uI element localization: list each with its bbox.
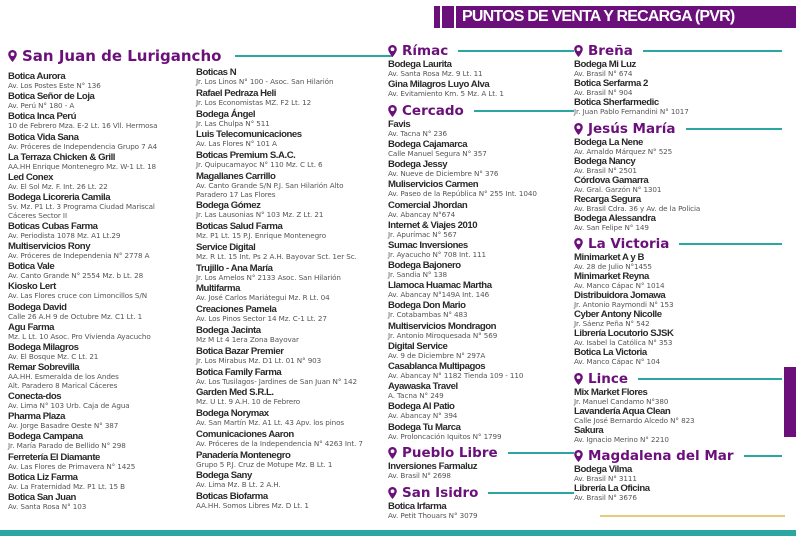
- teal-rule: [488, 492, 574, 494]
- store-entry: [8, 392, 188, 411]
- store-entry: [388, 201, 568, 220]
- store-name: Botica Bazar Premier: [196, 345, 284, 357]
- store-address: Av. Manco Cápac N° 1014: [574, 281, 665, 291]
- store-name: Sumac Inversiones: [388, 239, 468, 251]
- store-address: AA.HH. Esmeralda de los Andes: [8, 372, 119, 382]
- store-entry: [388, 140, 568, 159]
- store-name: Bodega Campana: [8, 431, 83, 443]
- store-name: Led Conex: [8, 171, 53, 183]
- store-name: Magallanes Carrillo: [196, 170, 276, 182]
- store-address: Av. Próceres de Independencia Grupo 7 A4: [8, 141, 158, 151]
- store-name: Multiservicios Rony: [8, 241, 91, 253]
- store-address: Av. Próceres de Independenia N° 2778 A: [8, 251, 150, 261]
- store-address: Av. 9 de Diciembre N° 297A: [388, 350, 486, 360]
- store-name: Remar Sobrevilla: [8, 362, 80, 374]
- store-entry: [574, 426, 774, 445]
- store-name: La Terraza Chicken & Grill: [8, 151, 116, 163]
- store-entry: [8, 92, 188, 111]
- store-address: Av. Abancay N°149A Int. 146: [388, 290, 490, 300]
- map-pin-icon: [574, 373, 583, 385]
- store-name: Digital Service: [388, 340, 448, 352]
- store-name: Bodega Mi Luz: [574, 59, 636, 70]
- store-entry: [196, 172, 381, 199]
- district-name: Magdalena del Mar: [588, 448, 734, 465]
- store-entry: [388, 342, 568, 361]
- store-entry: [388, 241, 568, 260]
- store-name: Botica Irfarma: [388, 500, 447, 512]
- store-entry: [8, 473, 188, 492]
- store-address: 10 de Febrero Mza. E-2 Lt. 16 Vll. Hermosa: [8, 121, 158, 131]
- store-address: Paradero 17 Las Flores: [196, 189, 276, 199]
- store-address: Av. Los Postes Este N° 136: [8, 81, 101, 90]
- store-name: Librería La Oficina: [574, 483, 650, 495]
- store-name: Comercial Jhordan: [388, 199, 468, 211]
- column-san-juan-2: [196, 68, 381, 511]
- store-entry: [388, 60, 568, 79]
- store-name: Bodega Milagros: [8, 342, 79, 354]
- store-entry: [8, 343, 188, 362]
- store-entry: [196, 130, 381, 149]
- store-address: Mz. U Lt. 9 A.H. 10 de Febrero: [196, 397, 301, 407]
- store-entry: [196, 284, 381, 303]
- store-name: Córdova Gamarra: [574, 174, 649, 186]
- store-name: Bodega Al Patio: [388, 401, 455, 413]
- page-title: PUNTOS DE VENTA Y RECARGA (PVR): [462, 8, 735, 25]
- district-heading-pueblo-libre: [388, 444, 574, 462]
- teal-rule: [686, 128, 783, 130]
- store-entry: [574, 253, 774, 272]
- gold-divider: [600, 515, 785, 517]
- store-entry: [8, 133, 188, 152]
- store-entry: [196, 471, 381, 490]
- store-address: Alt. Paradero 8 Marical Cáceres: [8, 380, 118, 390]
- store-address: AA.HH Enrique Montenegro Mz. W-1 Lt. 18: [8, 161, 157, 171]
- store-address: Jr. Los Economistas MZ. F2 Lt. 12: [196, 97, 312, 107]
- store-name: Bodega Licoreria Camila: [8, 192, 111, 204]
- district-heading-cercado: [388, 102, 574, 120]
- district-name: Jesús María: [588, 120, 676, 137]
- store-name: Cyber Antony Nicolle: [574, 309, 662, 321]
- store-address: Av. Isabel la Católica N° 353: [574, 338, 673, 348]
- store-entry: [574, 329, 774, 348]
- teal-rule: [458, 50, 574, 52]
- map-pin-icon: [574, 123, 583, 135]
- district-heading-la-victoria: [574, 235, 782, 253]
- store-address: Av. Proloncación Iquitos N° 1799: [388, 431, 502, 441]
- store-address: Mz. P1 Lt. 15 P.J. Enrique Montenegro: [196, 231, 327, 241]
- store-entry: [388, 382, 568, 401]
- store-entry: [8, 72, 188, 91]
- teal-rule: [638, 378, 782, 380]
- store-address: Av. Brasil N° 904: [574, 87, 633, 97]
- store-name: Botica Señor de Loja: [8, 91, 95, 103]
- store-entry: [196, 451, 381, 470]
- store-name: Botica Sherfarmedic: [574, 96, 659, 108]
- store-address: Av. 28 de Julio N°1455: [574, 262, 652, 272]
- store-address: A. Tacna N° 249: [388, 391, 444, 401]
- store-entry: [8, 303, 188, 322]
- store-entry: [8, 363, 188, 390]
- store-entry: [574, 60, 774, 79]
- store-entry: [8, 153, 188, 172]
- store-entry: [388, 301, 568, 320]
- store-address: Av. Periodista 1078 Mz. A1 Lt.29: [8, 230, 121, 240]
- district-name: San Isidro: [402, 484, 479, 501]
- store-address: Jr. Quipucamayoc N° 110 Mz. C Lt. 6: [196, 160, 323, 170]
- store-name: Boticas Biofarma: [196, 491, 268, 503]
- store-name: Botica Vale: [8, 261, 55, 273]
- map-pin-icon: [574, 450, 583, 462]
- store-name: Bodega Jacinta: [196, 324, 261, 336]
- store-name: Botica Family Farma: [196, 366, 282, 378]
- store-address: Av. Abancay N° 394: [388, 411, 458, 421]
- bottom-border: [0, 530, 796, 536]
- store-address: Sv. Mz. P1 Lt. 3 Programa Ciudad Mariscal: [8, 202, 155, 212]
- store-entry: [388, 180, 568, 199]
- store-list: [8, 72, 188, 512]
- store-entry: [196, 347, 381, 366]
- store-name: Panadería Montenegro: [196, 449, 291, 461]
- store-name: Boticas Salud Farma: [196, 221, 283, 233]
- teal-rule: [235, 55, 393, 57]
- store-address: Av. Las Flores cruce con Limoncillos S/N: [8, 291, 147, 301]
- store-entry: [8, 193, 188, 220]
- store-address: Jr. Las Chulpa N° 511: [196, 118, 270, 128]
- store-name: Kiosko Lert: [8, 281, 56, 293]
- store-entry: [574, 388, 774, 407]
- store-entry: [574, 348, 774, 367]
- store-name: Agu Farma: [8, 321, 55, 333]
- store-name: Bodega Bajonero: [388, 260, 461, 272]
- store-address: Av. Lima Mz. B Lt. 2 A.H.: [196, 480, 281, 490]
- store-address: Av. Las Flores de Primavera N° 1425: [8, 461, 136, 471]
- teal-rule: [474, 110, 574, 112]
- store-entry: [8, 323, 188, 342]
- store-entry: [574, 484, 774, 503]
- map-pin-icon: [388, 105, 397, 117]
- store-address: Jr. Juan Pablo Fernandini N° 1017: [574, 106, 689, 116]
- store-name: Sakura: [574, 424, 604, 436]
- district-name: San Juan de Lurigancho: [22, 47, 222, 65]
- store-entry: [574, 310, 774, 329]
- store-name: Garden Med S.R.L.: [196, 387, 274, 399]
- district-name: Breña: [588, 43, 633, 59]
- store-entry: [388, 362, 568, 381]
- store-address: Av. Brasil N° 2501: [574, 165, 637, 175]
- store-name: Minimarket A y B: [574, 252, 644, 264]
- map-pin-icon: [388, 487, 397, 499]
- store-name: Multiservicios Mondragon: [388, 320, 497, 332]
- store-entry: [388, 80, 568, 99]
- store-address: Av. Brasil N° 3676: [574, 493, 637, 503]
- store-address: Av. Ignacio Merino N° 2210: [574, 434, 669, 444]
- store-entry: [8, 493, 188, 512]
- store-entry: [196, 243, 381, 262]
- map-pin-icon: [574, 238, 583, 250]
- store-address: Jr. Los Mirabus Mz. D1 Lt. 01 N° 903: [196, 355, 322, 365]
- store-entry: [574, 465, 774, 484]
- store-name: Bodega Don Mario: [388, 300, 466, 312]
- map-pin-icon: [388, 447, 397, 459]
- store-entry: [8, 112, 188, 131]
- district-name: Cercado: [402, 102, 464, 119]
- store-entry: [388, 281, 568, 300]
- store-name: Ayawaska Travel: [388, 381, 458, 393]
- store-address: Jr. Los Amelos N° 2133 Asoc. San Hilarión: [196, 272, 341, 282]
- store-address: Av. Canto Grande S/N P.J. San Hilarión Alto: [196, 180, 344, 190]
- store-entry: [388, 160, 568, 179]
- district-heading-san-juan-de-lurigancho: [8, 46, 393, 66]
- store-address: Av. Abancay N° 1182 Tienda 109 - 110: [388, 371, 524, 381]
- store-name: Conecta-dos: [8, 391, 62, 402]
- store-address: Cáceres Sector II: [8, 210, 67, 220]
- store-address: Av. José Carlos Mariátegui Mz. R Lt. 04: [196, 293, 330, 303]
- store-address: Jr. Sandia N° 138: [388, 270, 448, 280]
- store-name: Llamoca Huamac Martha: [388, 280, 492, 292]
- store-name: Botica San Juan: [8, 491, 76, 503]
- store-entry: [388, 502, 568, 521]
- side-tab-decoration: [784, 367, 796, 437]
- store-entry: [388, 221, 568, 240]
- store-name: Recarga Segura: [574, 193, 641, 205]
- map-pin-icon: [388, 45, 397, 57]
- store-name: Botica Aurora: [8, 71, 66, 82]
- store-entry: [574, 272, 774, 291]
- store-name: Boticas Premium S.A.C.: [196, 150, 296, 162]
- store-entry: [388, 462, 568, 481]
- store-address: Av. Petit Thouars N° 3079: [388, 510, 478, 520]
- store-entry: [8, 242, 188, 261]
- store-address: Av. Lima N° 103 Urb. Caja de Agua: [8, 401, 130, 410]
- store-entry: [388, 402, 568, 421]
- store-address: Av. Santa Rosa N° 103: [8, 501, 87, 511]
- store-entry: [388, 423, 568, 442]
- store-name: Bodega La Nene: [574, 136, 643, 148]
- store-entry: [196, 89, 381, 108]
- store-entry: [388, 120, 568, 139]
- store-entry: [574, 79, 774, 98]
- store-address: Av. Arnaldo Márquez N° 525: [574, 146, 673, 156]
- store-entry: [574, 195, 774, 214]
- map-pin-icon: [8, 50, 17, 62]
- store-entry: [574, 157, 774, 176]
- store-name: Pharma Plaza: [8, 411, 65, 423]
- store-address: Jr. Antonio Raymondi N° 153: [574, 300, 674, 310]
- store-entry: [8, 173, 188, 192]
- store-address: Av. Brasil N° 2698: [388, 471, 451, 481]
- store-name: Bodega Alessandra: [574, 212, 656, 224]
- store-entry: [8, 222, 188, 241]
- store-address: Jr. Apurímac N° 567: [388, 229, 457, 239]
- store-address: Av. Nueve de Diciembre N° 376: [388, 169, 499, 179]
- store-name: Mix Market Flores: [574, 386, 648, 398]
- store-name: Trujillo - Ana María: [196, 262, 273, 274]
- store-entry: [196, 430, 381, 449]
- teal-rule: [679, 243, 782, 245]
- store-entry: [196, 201, 381, 220]
- district-name: Rímac: [402, 43, 449, 59]
- district-name: Pueblo Libre: [402, 445, 498, 462]
- store-address: Av. Santa Rosa Mz. 9 Lt. 11: [388, 69, 483, 78]
- store-entry: [8, 412, 188, 431]
- store-name: Bodega Norymax: [196, 408, 269, 420]
- store-name: Boticas N: [196, 67, 237, 78]
- store-entry: [574, 138, 774, 157]
- store-address: Av. San Martín Mz. A1 Lt. 43 Apv. los pinos: [196, 418, 345, 428]
- store-address: Jr. Ayacucho N° 708 Int. 111: [388, 249, 487, 259]
- store-address: Mz. R Lt. 15 Int. Ps 2 A.H. Bayovar Sct. 1er Sc.: [196, 251, 357, 261]
- store-address: Av. Perú N° 180 - A: [8, 101, 75, 111]
- store-name: Bodega Jessy: [388, 159, 448, 171]
- header-banner: [434, 6, 796, 28]
- store-address: Calle Manuel Segura N° 357: [388, 148, 487, 158]
- store-name: Rafael Pedraza Heli: [196, 87, 276, 99]
- store-name: Bodega Cajamarca: [388, 138, 468, 150]
- store-name: Bodega Tu Marca: [388, 421, 461, 433]
- district-heading-magdalena-del-mar: [574, 447, 782, 465]
- store-name: Librería Locutorio SJSK: [574, 328, 674, 340]
- district-heading-rimac: [388, 42, 574, 60]
- store-address: Av. Los Pinos Sector 14 Mz. C-1 Lt. 27: [196, 314, 327, 324]
- store-entry: [574, 176, 774, 195]
- store-entry: [196, 409, 381, 428]
- district-name: La Victoria: [588, 236, 670, 253]
- store-name: Bodega Gómez: [196, 200, 261, 212]
- teal-rule: [643, 50, 782, 52]
- store-entry: [574, 98, 774, 117]
- store-address: Jr. Los Linos N° 100 - Asoc. San Hilarión: [196, 77, 334, 86]
- store-address: Av. Tacna N° 236: [388, 128, 447, 138]
- store-address: Av. Brasil N° 3111: [574, 474, 637, 484]
- store-name: Minimarket Reyna: [574, 271, 649, 283]
- store-address: Mz. L Lt. 10 Asoc. Pro Vivienda Ayacucho: [8, 331, 151, 341]
- store-address: Jr. Manuel Candamo N°380: [574, 396, 669, 406]
- store-name: Casablanca Multipagos: [388, 361, 486, 373]
- store-address: Av. Los Tusilagos- Jardines de San Juan N° 142: [196, 376, 357, 386]
- store-name: Comunicaciones Aaron: [196, 428, 294, 440]
- store-address: Grupo 5 P.J. Cruz de Motupe Mz. B Lt. 1: [196, 459, 333, 469]
- store-entry: [196, 264, 381, 283]
- store-address: Av. Manco Cápac N° 104: [574, 357, 660, 367]
- store-name: Service Digital: [196, 241, 256, 253]
- store-name: Bodega Laurita: [388, 59, 452, 70]
- store-entry: [196, 110, 381, 129]
- store-address: Av. El Sol Mz. F. Int. 26 Lt. 22: [8, 181, 108, 191]
- header-stripe: [440, 6, 442, 28]
- store-address: Jr. Cotabambas N° 483: [388, 310, 468, 320]
- district-name: Lince: [588, 370, 628, 387]
- store-address: Av. Abancay N°674: [388, 209, 456, 219]
- header-stripe: [454, 6, 456, 28]
- store-name: Creaciones Pamela: [196, 304, 277, 316]
- store-name: Botica Serfarma 2: [574, 77, 648, 89]
- store-name: Bodega Vilma: [574, 464, 632, 476]
- teal-rule: [508, 452, 574, 454]
- district-heading-brena: [574, 42, 782, 60]
- store-address: Av. Jorge Basadre Oeste N° 387: [8, 421, 119, 431]
- store-address: Av. Brasil N° 674: [574, 69, 633, 78]
- store-name: Boticas Cubas Farma: [8, 220, 98, 232]
- store-entry: [8, 432, 188, 451]
- store-address: Av. Brasil Cdra. 36 y Av. de la Policia: [574, 203, 701, 213]
- store-name: Multifarma: [196, 283, 241, 295]
- store-entry: [196, 388, 381, 407]
- store-address: Av. Las Flores N° 101 A: [196, 139, 277, 149]
- store-entry: [8, 262, 188, 281]
- column-rimac-cercado: [388, 42, 568, 520]
- store-entry: [388, 322, 568, 341]
- map-pin-icon: [574, 45, 583, 57]
- store-name: Bodega Sany: [196, 470, 252, 482]
- store-address: Av. Canto Grande N° 2554 Mz. b Lt. 28: [8, 271, 144, 281]
- store-entry: [196, 222, 381, 241]
- store-name: Botica Vida Sana: [8, 131, 79, 143]
- store-address: Av. Paseo de la República N° 255 Int. 1040: [388, 189, 537, 199]
- store-address: Av. La Fraternidad Mz. P1 Lt. 15 B: [8, 481, 125, 491]
- district-heading-jesus-maria: [574, 120, 782, 138]
- store-name: Bodega Ángel: [196, 108, 256, 120]
- store-name: Bodega David: [8, 301, 67, 313]
- store-address: Mz M Lt 4 1era Zona Bayovar: [196, 334, 299, 344]
- store-address: AA.HH. Somos Libres Mz. D Lt. 1: [196, 501, 309, 511]
- store-entry: [196, 368, 381, 387]
- store-name: Botica La Victoria: [574, 347, 647, 359]
- store-entry: [8, 282, 188, 301]
- district-heading-lince: [574, 370, 782, 388]
- store-name: Favis: [388, 118, 411, 130]
- store-address: Jr. Sáenz Peña N° 542: [574, 319, 650, 329]
- store-name: Muliservicios Carmen: [388, 179, 479, 191]
- store-entry: [196, 492, 381, 511]
- store-entry: [574, 291, 774, 310]
- store-entry: [574, 214, 774, 233]
- store-address: Calle 26 A.H 9 de Octubre Mz. C1 Lt. 1: [8, 311, 143, 321]
- teal-rule: [744, 455, 782, 457]
- store-name: Distribuidora Jomawa: [574, 290, 666, 302]
- store-address: Av. San Felipe N° 149: [574, 222, 649, 232]
- store-name: Bodega Nancy: [574, 155, 636, 167]
- store-entry: [196, 305, 381, 324]
- store-address: Jr. Las Lausonias N° 103 Mz. Z Lt. 21: [196, 210, 324, 220]
- store-name: Gina Milagros Luyo Alva: [388, 79, 490, 91]
- store-address: Av. Próceres de la Independencia N° 4263 Int. 7: [196, 438, 363, 448]
- store-entry: [8, 453, 188, 472]
- store-address: Av. Evitamiento Km. 5 Mz. A Lt. 1: [388, 89, 504, 99]
- store-address: Calle José Bernardo Alcedo N° 823: [574, 415, 695, 425]
- district-heading-san-isidro: [388, 484, 574, 502]
- store-address: Jr. Antonio Miroquesada N° 569: [388, 330, 498, 340]
- store-entry: [196, 151, 381, 170]
- store-address: Av. El Bosque Mz. C Lt. 21: [8, 352, 99, 362]
- store-name: Internet & Viajes 2010: [388, 219, 478, 231]
- store-entry: [196, 326, 381, 345]
- store-name: Lavandería Aqua Clean: [574, 405, 671, 417]
- store-entry: [196, 68, 381, 87]
- store-entry: [388, 261, 568, 280]
- store-name: Inversiones Farmaluz: [388, 461, 478, 473]
- store-name: Luis Telecomunicaciones: [196, 129, 302, 141]
- store-entry: [574, 407, 774, 426]
- column-brena-lince: [574, 42, 774, 503]
- store-name: Botica Liz Farma: [8, 471, 78, 483]
- store-address: Av. Gral. Garzón N° 1301: [574, 184, 662, 194]
- store-name: Ferretería El Diamante: [8, 451, 100, 463]
- store-address: Jr. María Parado de Bellido N° 298: [8, 441, 126, 451]
- store-name: Botica Inca Perú: [8, 111, 76, 123]
